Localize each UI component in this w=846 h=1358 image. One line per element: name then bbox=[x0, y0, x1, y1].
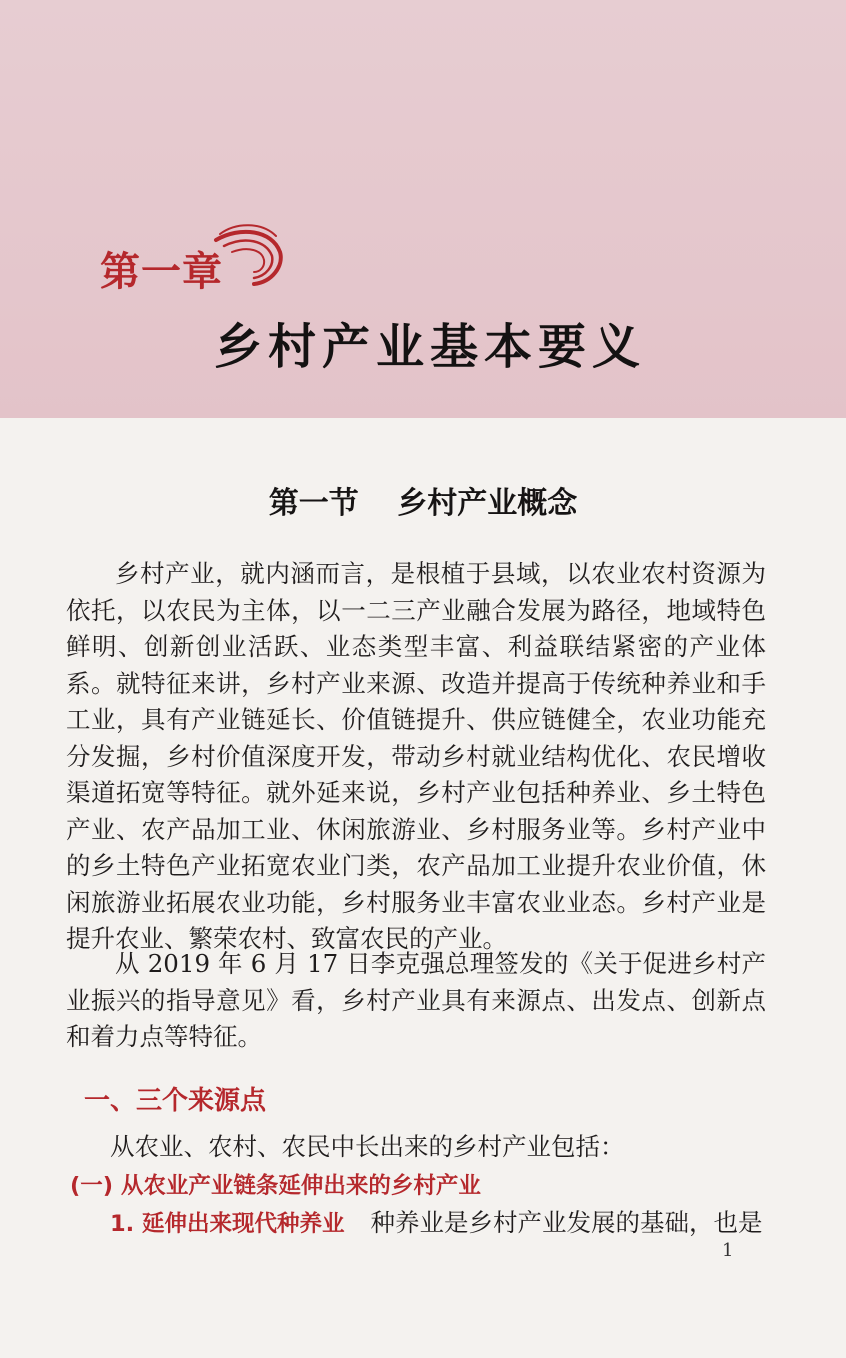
paragraph-guidance bbox=[66, 946, 766, 1056]
section-title bbox=[0, 478, 846, 522]
item-label: 1. 延伸出来现代种养业 bbox=[110, 1211, 345, 1237]
page-number: 1 bbox=[722, 1240, 734, 1261]
paragraph-text: 乡村产业，就内涵而言，是根植于县域，以农业农村资源为依托，以农民为主体，以一二三产业融合发展为路径，地域特色鲜明、创新创业活跃、业态类型丰富、利益联结紧密的产业体系。就特征来讲，乡村产业来源、改造并提高于传统种养业和手工业，具有产业链延长、价值链提升、供应链健全，农业功能充分发掘，乡村价值深度开发，带动乡村就业结构优化、农民增收渠道拓宽等特征。就外延来说，乡村产业包括种养业、乡土特色产业、农产品加工业、休闲旅游业、乡村服务业等。乡村产业中的乡土特色产业拓宽农业门类，农产品加工业提升农业价值，休闲旅游业拓展农业功能，乡村服务业丰富农业业态。乡村产业是提升农业、繁荣农村、致富农民的产业。 bbox=[66, 559, 766, 953]
item-text: 种养业是乡村产业发展的基础，也是 bbox=[370, 1208, 763, 1237]
chapter-label: 第一章 bbox=[100, 248, 223, 295]
swirl-ornament-icon bbox=[210, 222, 290, 292]
chapter-title: 乡村产业基本要义 bbox=[214, 319, 647, 375]
paragraph-sources-intro: 从农业、农村、农民中长出来的乡村产业包括： bbox=[110, 1132, 625, 1161]
sub-heading-industry-chain: (一) 从农业产业链条延伸出来的乡村产业 bbox=[70, 1173, 481, 1199]
item-line bbox=[110, 1204, 770, 1239]
paragraph-text: 从 2019 年 6 月 17 日李克强总理签发的《关于促进乡村产业振兴的指导意见》看，乡村产业具有来源点、出发点、创新点和着力点等特征。 bbox=[66, 949, 766, 1051]
heading-three-sources: 一、三个来源点 bbox=[84, 1086, 267, 1116]
section-name: 乡村产业概念 bbox=[397, 486, 578, 521]
section-number: 第一节 bbox=[268, 486, 359, 521]
paragraph-definition bbox=[66, 556, 766, 958]
